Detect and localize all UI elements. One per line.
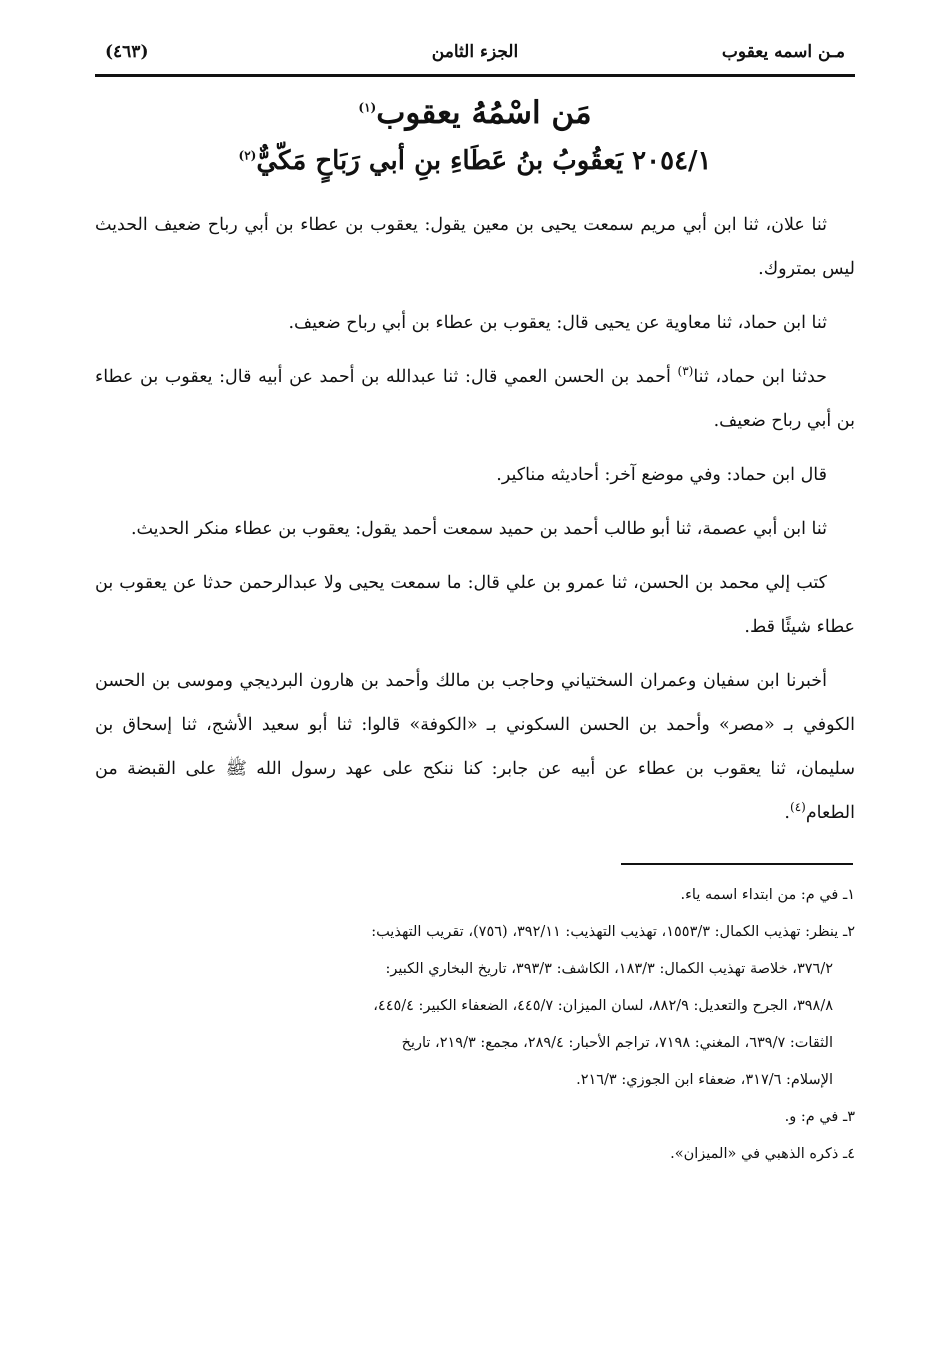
paragraph-1: ثنا علان، ثنا ابن أبي مريم سمعت يحيى بن معين يقول: يعقوب بن عطاء بن أبي رباح ضعيف الحديث ليس بمتروك. (95, 215, 855, 279)
footnote-2-line-2: ٣٧٦/٢، خلاصة تهذيب الكمال: ١٨٣/٣، الكاشف: ٣٩٣/٣، تاريخ البخاري الكبير: (385, 961, 833, 977)
header-page-number: (٤٦٣) (105, 42, 149, 62)
section-title-footnote-ref[interactable]: (١) (358, 100, 377, 115)
paragraph-3-footnote-ref[interactable]: (٣) (677, 364, 694, 379)
body-text (95, 203, 855, 835)
book-page (95, 30, 855, 1173)
running-header (95, 30, 855, 77)
footnote-2-line-5: الإسلام: ٣١٧/٦، ضعفاء ابن الجوزي: ٢١٦/٣. (576, 1072, 833, 1088)
paragraph-7 (95, 659, 855, 835)
header-chapter-title: مـن اسمه يعقوب (721, 42, 845, 62)
paragraph-7-footnote-ref[interactable]: (٤) (790, 800, 806, 815)
header-volume-label: الجزء الثامن (431, 42, 519, 62)
section-title-text: مَن اسْمُهُ يعقوب (376, 95, 592, 131)
paragraph-7-before: أخبرنا ابن سفيان وعمران السختياني وحاجب بن مالك وأحمد بن هارون البرديجي وموسى بن الحسن الكوفي بـ «مصر» وأحمد بن الحسن السكوني بـ «الكوفة» قالوا: ثنا أبو سعيد الأشج، ثنا إسحاق بن سليمان، ثنا يعقوب بن عطاء عن أبيه عن جابر: كنا ننكح على عهد رسول الله ﷺ على القبضة من الطعام (95, 671, 855, 823)
entry-title-footnote-ref[interactable]: (٢) (238, 148, 257, 163)
paragraph-3-before: حدثنا ابن حماد، ثنا (693, 367, 828, 387)
footnote-2-line-1: ٢ـ ينظر: تهذيب الكمال: ١٥٥٣/٣، تهذيب التهذيب: ٣٩٢/١١، (٧٥٦)، تقريب التهذيب: (371, 924, 855, 940)
paragraph-6: كتب إلي محمد بن الحسن، ثنا عمرو بن علي قال: ما سمعت يحيى ولا عبدالرحمن حدثا عن يعقوب بن عطاء شيئًا قط. (95, 573, 855, 637)
footnote-1: ١ـ في م: من ابتداء اسمه ياء. (680, 887, 855, 903)
footnote-4: ٤ـ ذكره الذهبي في «الميزان». (670, 1146, 855, 1162)
footnotes (95, 877, 855, 1173)
paragraph-5: ثنا ابن أبي عصمة، ثنا أبو طالب أحمد بن حميد سمعت أحمد يقول: يعقوب بن عطاء منكر الحديث. (130, 519, 827, 539)
footnote-divider (621, 863, 853, 865)
footnote-3: ٣ـ في م: و. (784, 1109, 855, 1125)
paragraph-3 (95, 355, 855, 443)
paragraph-4: قال ابن حماد: وفي موضع آخر: أحاديثه مناكير. (496, 465, 827, 485)
paragraph-7-after: . (784, 803, 790, 823)
paragraph-3-after: أحمد بن الحسن العمي قال: ثنا عبدالله بن أحمد عن أبيه قال: يعقوب بن عطاء بن أبي رباح ضعيف. (95, 367, 855, 431)
paragraph-2: ثنا ابن حماد، ثنا معاوية عن يحيى قال: يعقوب بن عطاء بن أبي رباح ضعيف. (288, 313, 827, 333)
entry-title (95, 141, 855, 181)
footnote-2-line-3: ٣٩٨/٨، الجرح والتعديل: ٨٨٢/٩، لسان الميزان: ٤٤٥/٧، الضعفاء الكبير: ٤٤٥/٤، (373, 998, 833, 1014)
entry-title-text: ٢٠٥٤/١ يَعقُوبُ بنُ عَطَاءِ بنِ أبي رَبَاحٍ مَكّيٌّ (256, 146, 712, 176)
footnote-2-line-4: الثقات: ٦٣٩/٧، المغني: ٧١٩٨، تراجم الأحبار: ٢٨٩/٤، مجمع: ٢١٩/٣، تاريخ (401, 1035, 833, 1051)
section-title (95, 91, 855, 135)
